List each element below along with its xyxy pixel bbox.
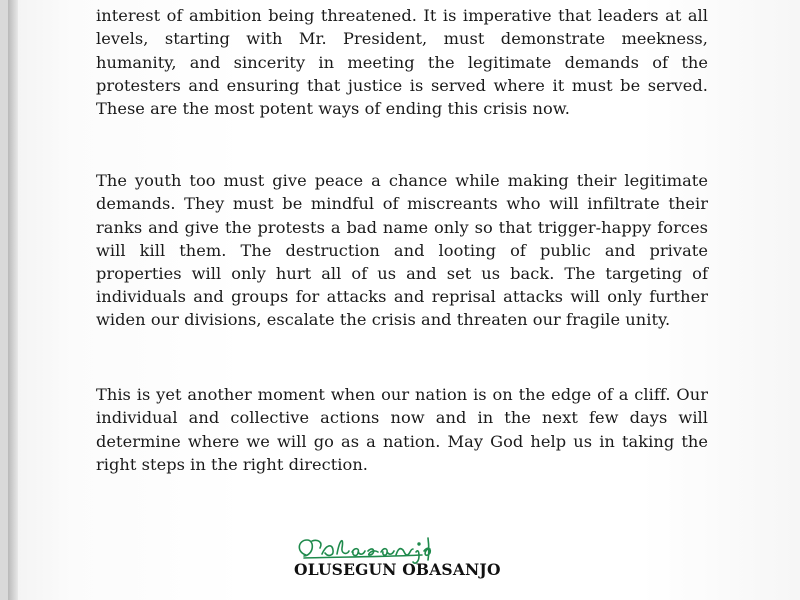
signer-name: OLUSEGUN OBASANJO <box>294 560 501 579</box>
letter-paragraph-3: This is yet another moment when our nation is on the edge of a cliff. Our individual and collective actions now and in the next few days will determine where we will go as a nation. May God help us in taking the right steps in the right direction. <box>96 385 708 474</box>
letter-paragraph-1: interest of ambition being threatened. It is imperative that leaders at all levels, starting with Mr. President, must demonstrate meekness, humanity, and sincerity in meeting the legitimate demands of the protesters and ensuring that justice is served where it must be served. These are the most potent ways of ending this crisis now. <box>96 6 708 118</box>
letter-page <box>8 0 800 600</box>
letter-paragraph-2: The youth too must give peace a chance while making their legitimate demands. They must be mindful of miscreants who will infiltrate their ranks and give the protests a bad name only so that trigger-happy forces will kill them. The destruction and looting of public and private properties will only hurt all of us and set us back. The targeting of individuals and groups for attacks and reprisal attacks will only further widen our divisions, escalate the crisis and threaten our fragile unity. <box>96 171 708 330</box>
page-edge-shadow <box>8 0 18 600</box>
signature-block <box>288 528 528 600</box>
